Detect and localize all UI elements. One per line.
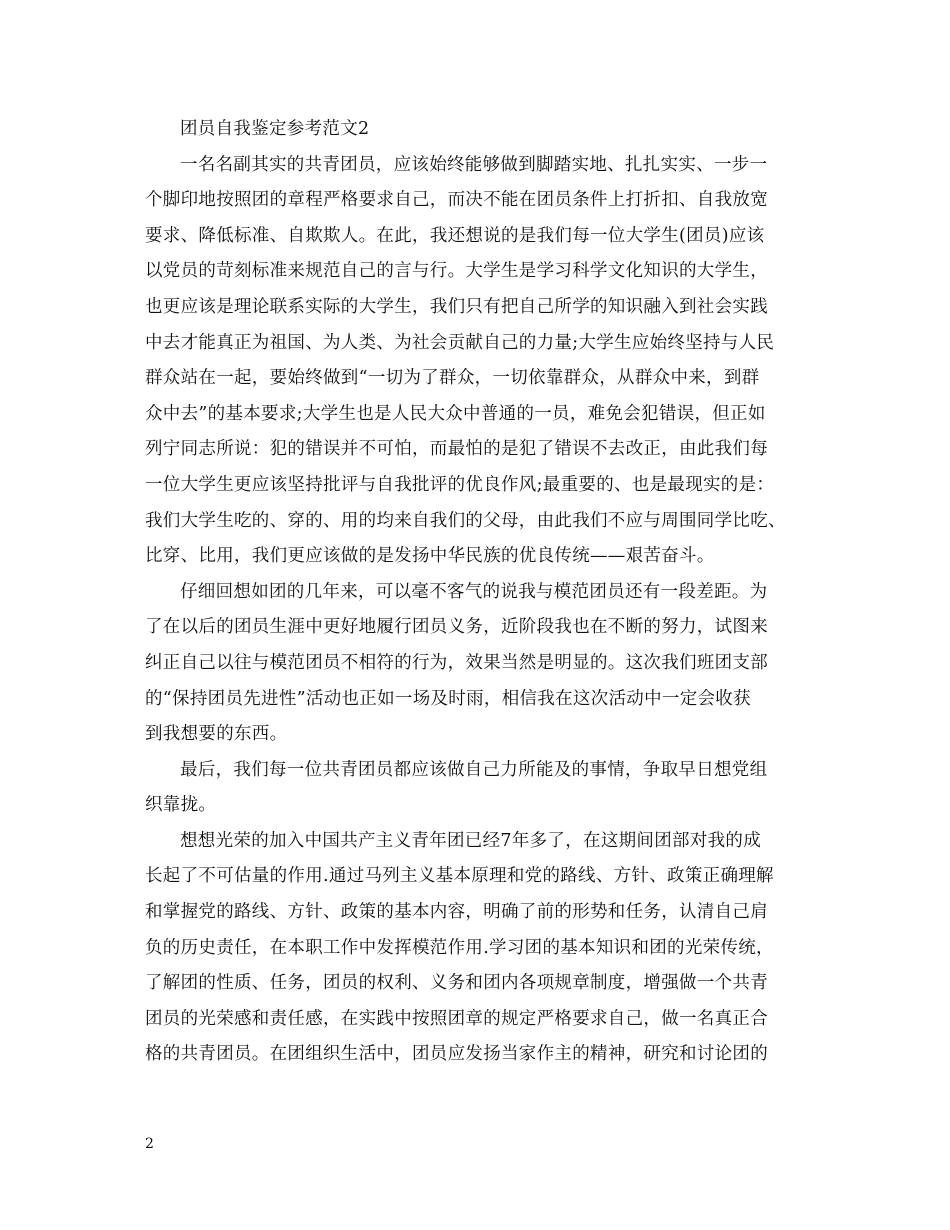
document-body — [145, 112, 817, 1073]
text-line: 到我想要的东西。 — [145, 724, 288, 745]
text-line: 长起了不可估量的作用.通过马列主义基本原理和党的路线、方针、政策正确理解 — [145, 866, 774, 887]
text-line: 比穿、比用，我们更应该做的是发扬中华民族的优良传统——艰苦奋斗。 — [145, 546, 715, 567]
text-line: 纠正自己以往与模范团员不相符的行为，效果当然是明显的。这次我们班团支部 — [145, 652, 768, 673]
text-line: 一位大学生更应该坚持批评与自我批评的优良作风;最重要的、也是最现实的是： — [145, 474, 775, 495]
text-line: 织靠拢。 — [145, 795, 217, 816]
page-number: 2 — [145, 1136, 154, 1152]
text-line: 了在以后的团员生涯中更好地履行团员义务，近阶段我也在不断的努力，试图来 — [145, 617, 768, 638]
text-line: 团员自我鉴定参考范文2 — [180, 119, 370, 139]
text-line: 的“保持团员先进性”活动也正如一场及时雨，相信我在这次活动中一定会收获 — [145, 688, 751, 709]
text-line: 格的共青团员。在团组织生活中，团员应发扬当家作主的精神，研究和讨论团的 — [145, 1044, 768, 1065]
text-line: 想想光荣的加入中国共产主义青年团已经7年多了，在这期间团部对我的成 — [180, 830, 762, 851]
text-line: 团员的光荣感和责任感，在实践中按照团章的规定严格要求自己，做一名真正合 — [145, 1008, 768, 1029]
text-line: 要求、降低标准、自欺欺人。在此，我还想说的是我们每一位大学生(团员)应该 — [145, 225, 765, 246]
text-line: 群众站在一起，要始终做到“一切为了群众，一切依靠群众，从群众中来，到群 — [145, 368, 760, 389]
text-line: 最后，我们每一位共青团员都应该做自己力所能及的事情，争取早日想党组 — [180, 759, 768, 780]
text-line: 和掌握党的路线、方针、政策的基本内容，明确了前的形势和任务，认清自己肩 — [145, 902, 768, 923]
text-line: 中去才能真正为祖国、为人类、为社会贡献自己的力量;大学生应始终坚持与人民 — [145, 332, 775, 353]
text-line: 列宁同志所说：犯的错误并不可怕，而最怕的是犯了错误不去改正，由此我们每 — [145, 439, 768, 460]
text-line: 仔细回想如团的几年来，可以毫不客气的说我与模范团员还有一段差距。为 — [180, 581, 768, 602]
text-line: 负的历史责任，在本职工作中发挥模范作用.学习团的基本知识和团的光荣传统， — [145, 937, 774, 958]
text-line: 以党员的苛刻标准来规范自己的言与行。大学生是学习科学文化知识的大学生， — [145, 261, 768, 282]
text-line: 也更应该是理论联系实际的大学生，我们只有把自己所学的知识融入到社会实践 — [145, 296, 768, 317]
text-line: 了解团的性质、任务，团员的权利、义务和团内各项规章制度，增强做一个共青 — [145, 973, 768, 994]
text-line: 个脚印地按照团的章程严格要求自己，而决不能在团员条件上打折扣、自我放宽 — [145, 190, 768, 211]
text-line: 一名名副其实的共青团员，应该始终能够做到脚踏实地、扎扎实实、一步一 — [180, 154, 768, 175]
text-line: 众中去”的基本要求;大学生也是人民大众中普通的一员，难免会犯错误，但正如 — [145, 403, 766, 424]
text-line: 我们大学生吃的、穿的、用的均来自我们的父母，由此我们不应与周围同学比吃、 — [145, 510, 786, 531]
